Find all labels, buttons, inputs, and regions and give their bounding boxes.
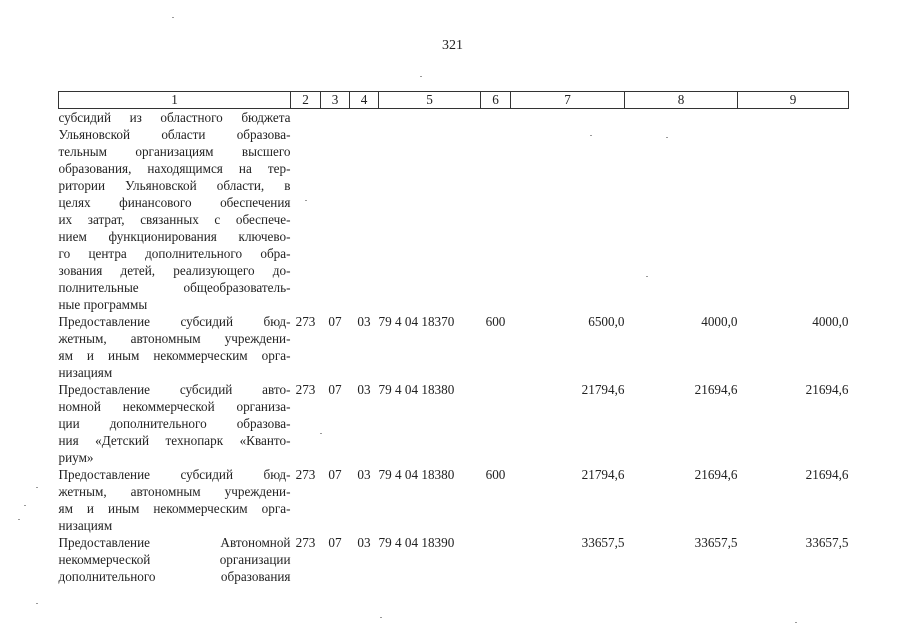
description-line: их затрат, связанных с обеспече- (58, 212, 291, 227)
target-article-code: 79 4 04 18370 (378, 314, 455, 329)
description-line: низациям (58, 365, 113, 380)
row-description (59, 381, 291, 466)
grbs-code: 273 (295, 382, 316, 397)
table-row (59, 109, 849, 314)
description-line: ные программы (58, 297, 148, 312)
description-line: жетным, автономным учреждени- (58, 484, 291, 499)
column-header: 1 (59, 92, 291, 109)
description-line: зования детей, реализующего до- (58, 263, 291, 278)
amount-col7: 6500,0 (588, 314, 625, 329)
section-code: 07 (328, 467, 342, 482)
description-line: субсидий из областного бюджета (58, 110, 291, 125)
expense-type-code (481, 381, 511, 466)
table-row (59, 381, 849, 466)
amount-col7: 33657,5 (581, 535, 625, 550)
subsection-code: 03 (357, 382, 371, 397)
description-line: некоммерческой организации (58, 552, 291, 567)
column-header: 4 (350, 92, 379, 109)
row-description (59, 534, 291, 585)
description-line: тельным организациям высшего (58, 144, 291, 159)
section-code: 07 (328, 382, 342, 397)
grbs-code: 273 (295, 535, 316, 550)
description-line: ритории Ульяновской области, в (58, 178, 291, 193)
description-line: полнительные общеобразователь- (58, 280, 291, 295)
subsection-code: 03 (357, 535, 371, 550)
column-header: 9 (738, 92, 849, 109)
page-number: 321 (442, 38, 463, 53)
amount-col9: 33657,5 (805, 535, 849, 550)
target-article-code: 79 4 04 18390 (378, 535, 455, 550)
description-line: жетным, автономным учреждени- (58, 331, 291, 346)
description-line: Ульяновской области образова- (58, 127, 291, 142)
target-article-code: 79 4 04 18380 (378, 382, 455, 397)
amount-col7: 21794,6 (581, 467, 625, 482)
amount-col7 (511, 109, 625, 314)
amount-col9: 21694,6 (805, 382, 849, 397)
grbs-code: 273 (295, 314, 316, 329)
section-code (321, 109, 350, 314)
column-header: 5 (379, 92, 481, 109)
description-line: го центра дополнительного обра- (58, 246, 291, 261)
target-article-code: 79 4 04 18380 (378, 467, 455, 482)
grbs-code: 273 (295, 467, 316, 482)
amount-col9 (738, 109, 849, 314)
target-article-code (379, 109, 481, 314)
row-description (59, 313, 291, 381)
section-code: 07 (328, 535, 342, 550)
description-line: ям и иным некоммерческим орга- (58, 348, 291, 363)
expense-type-code: 600 (485, 314, 506, 329)
amount-col9: 4000,0 (812, 314, 849, 329)
amount-col8: 33657,5 (694, 535, 738, 550)
description-line: дополнительного образования (58, 569, 291, 584)
row-description (59, 109, 291, 314)
amount-col7: 21794,6 (581, 382, 625, 397)
grbs-code (291, 109, 321, 314)
subsection-code: 03 (357, 467, 371, 482)
section-code: 07 (328, 314, 342, 329)
description-line: образования, находящимся на тер- (58, 161, 291, 176)
description-line: низациям (58, 518, 113, 533)
column-header: 8 (625, 92, 738, 109)
table-row (59, 466, 849, 534)
description-line: номной некоммерческой организа- (58, 399, 291, 414)
amount-col8: 21694,6 (694, 382, 738, 397)
description-line: Предоставление Автономной (58, 535, 291, 550)
column-header: 3 (321, 92, 350, 109)
description-line: ции дополнительного образова- (58, 416, 291, 431)
description-line: ния «Детский технопарк «Кванто- (58, 433, 291, 448)
description-line: Предоставление субсидий авто- (58, 382, 291, 397)
description-line: Предоставление субсидий бюд- (58, 467, 291, 482)
description-line: нием функционирования ключево- (58, 229, 291, 244)
expense-type-code: 600 (485, 467, 506, 482)
amount-col8: 21694,6 (694, 467, 738, 482)
budget-table (58, 91, 849, 585)
column-header: 7 (511, 92, 625, 109)
column-header: 6 (481, 92, 511, 109)
amount-col8: 4000,0 (701, 314, 738, 329)
description-line: целях финансового обеспечения (58, 195, 291, 210)
description-line: ям и иным некоммерческим орга- (58, 501, 291, 516)
amount-col8 (625, 109, 738, 314)
column-header: 2 (291, 92, 321, 109)
table-body (59, 109, 849, 586)
expense-type-code (481, 534, 511, 585)
description-line: Предоставление субсидий бюд- (58, 314, 291, 329)
description-line: риум» (58, 450, 94, 465)
table-row (59, 534, 849, 585)
amount-col9: 21694,6 (805, 467, 849, 482)
table-row (59, 313, 849, 381)
expense-type-code (481, 109, 511, 314)
subsection-code (350, 109, 379, 314)
subsection-code: 03 (357, 314, 371, 329)
table-header (59, 92, 849, 109)
row-description (59, 466, 291, 534)
